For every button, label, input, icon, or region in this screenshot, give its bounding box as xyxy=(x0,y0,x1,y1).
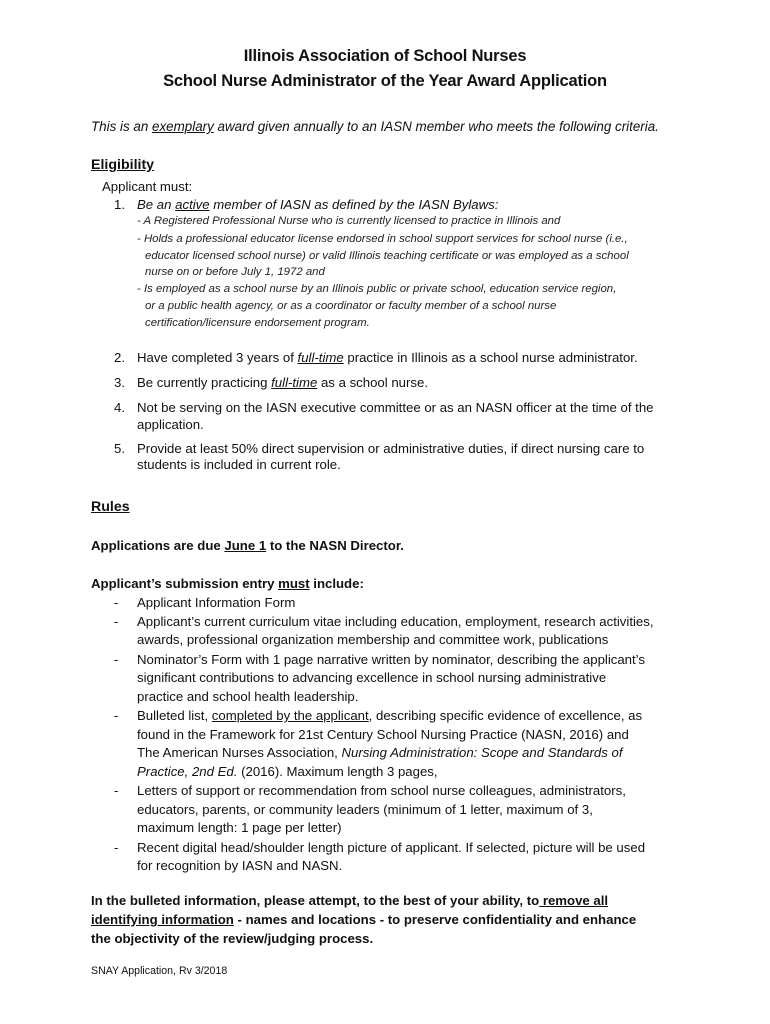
eligibility-heading: Eligibility xyxy=(91,157,155,173)
bullet-dash: - xyxy=(114,708,119,723)
item1-text: Be an active member of IASN as defined by the IASN Bylaws: xyxy=(137,197,499,212)
item5-text-line1: Provide at least 50% direct supervision or administrative duties, if direct nursing care to xyxy=(137,441,645,456)
rule-bullet-1: Applicant Information Form xyxy=(137,595,296,610)
item1-sub-line: certification/licensure endorsement program. xyxy=(145,317,370,329)
footer-revision: SNAY Application, Rv 3/2018 xyxy=(91,965,228,977)
bullet-dash: - xyxy=(114,652,119,667)
rule-bullet-3-line: practice and school health leadership. xyxy=(137,689,359,704)
rule-bullet-4-line: Bulleted list, completed by the applicant, describing specific evidence of excellence, as xyxy=(137,708,643,723)
item4-text-line1: Not be serving on the IASN executive committee or as an NASN officer at the time of the xyxy=(137,400,654,415)
bullet-dash: - xyxy=(114,595,119,610)
item2-number: 2. xyxy=(114,350,125,365)
item1-sub-line: or a public health agency, or as a coordinator or faculty member of a school nurse xyxy=(145,300,557,312)
rule-bullet-6-line: Recent digital head/shoulder length picture of applicant. If selected, picture will be used xyxy=(137,840,646,855)
eligibility-lead: Applicant must: xyxy=(102,179,193,194)
item3-text: Be currently practicing full-time as a school nurse. xyxy=(137,375,429,390)
document-title: Illinois Association of School Nurses xyxy=(243,47,527,65)
bullet-dash: - xyxy=(114,614,119,629)
due-date-text: Applications are due June 1 to the NASN Director. xyxy=(91,538,404,553)
rule-bullet-2-line: Applicant’s current curriculum vitae including education, employment, research activities, xyxy=(137,614,654,629)
rule-bullet-4-line: The American Nurses Association, Nursing Administration: Scope and Standards of xyxy=(137,745,623,760)
rule-bullet-6-line: for recognition by IASN and NASN. xyxy=(137,858,343,873)
item1-number: 1. xyxy=(114,197,125,212)
rule-bullet-2-line: awards, professional organization membership and committee work, publications xyxy=(137,632,609,647)
item2-text: Have completed 3 years of full-time practice in Illinois as a school nurse administrator. xyxy=(137,350,638,365)
rule-bullet-4-line: found in the Framework for 21st Century School Nursing Practice (NASN, 2016) and xyxy=(137,727,629,742)
item1-sub-line: - A Registered Professional Nurse who is currently licensed to practice in Illinois and xyxy=(137,215,561,227)
bullet-dash: - xyxy=(114,783,119,798)
bullet-dash: - xyxy=(114,840,119,855)
item5-number: 5. xyxy=(114,441,125,456)
item4-text-line2: application. xyxy=(137,417,204,432)
document-subtitle: School Nurse Administrator of the Year Award Application xyxy=(163,72,607,90)
rule-bullet-5-line: educators, parents, or community leaders (minimum of 1 letter, maximum of 3, xyxy=(137,802,593,817)
item1-sub-line: - Holds a professional educator license endorsed in school support services for school nurse (i.e., xyxy=(137,233,628,245)
rule-bullet-5-line: maximum length: 1 page per letter) xyxy=(137,820,342,835)
closing-line-1: In the bulleted information, please attempt, to the best of your ability, to remove all xyxy=(91,893,609,908)
item4-number: 4. xyxy=(114,400,125,415)
rule-bullet-3-line: Nominator’s Form with 1 page narrative written by nominator, describing the applicant’s xyxy=(137,652,645,667)
intro-text: This is an exemplary award given annually to an IASN member who meets the following criteria. xyxy=(91,119,659,134)
item1-sub-line: educator licensed school nurse) or valid Illinois teaching certificate or was employed as a school xyxy=(145,250,629,262)
rule-bullet-5-line: Letters of support or recommendation from school nurse colleagues, administrators, xyxy=(137,783,626,798)
closing-line-3: the objectivity of the review/judging process. xyxy=(91,931,374,946)
item3-number: 3. xyxy=(114,375,125,390)
item1-sub-line: nurse on or before July 1, 1972 and xyxy=(145,266,325,278)
rule-bullet-3-line: significant contributions to advancing excellence in school nursing administrative xyxy=(137,670,607,685)
rule-bullet-4-line: Practice, 2nd Ed. (2016). Maximum length 3 pages, xyxy=(137,764,438,779)
submission-heading: Applicant’s submission entry must include: xyxy=(91,576,364,591)
rules-heading: Rules xyxy=(91,499,130,515)
item1-sub-line: - Is employed as a school nurse by an Illinois public or private school, education service region, xyxy=(137,283,617,295)
closing-line-2: identifying information - names and locations - to preserve confidentiality and enhance xyxy=(91,912,637,927)
item5-text-line2: students is included in current role. xyxy=(137,457,341,472)
